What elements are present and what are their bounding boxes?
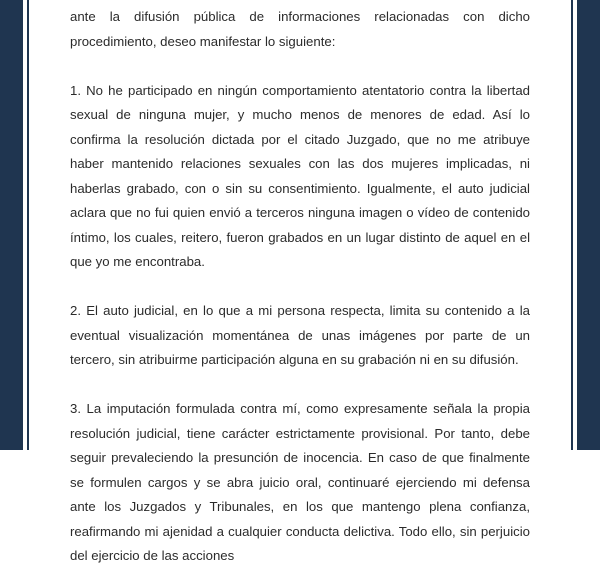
left-border-bar xyxy=(0,0,23,450)
paragraph-3: 3. La imputación formulada contra mí, como expresamente señala la propia resolución judicial, tiene carácter estrictamente provisional. Por tanto, debe seguir prevaleciendo la presunción de inocencia. En caso de que finalmente se formulen cargos y se abra juicio oral, continuaré ejerciendo mi defensa ante los Juzgados y Tribunales, en los que mantengo plena confianza, reafirmando mi ajenidad a cualquier conducta delictiva. Todo ello, sin perjuicio del ejercicio de las acciones xyxy=(70,401,530,563)
intro-paragraph: ante la difusión pública de informaciones relacionadas con dicho procedimiento, deseo manifestar lo siguiente: xyxy=(70,9,530,49)
right-border-line xyxy=(571,0,573,450)
left-border-line xyxy=(27,0,29,450)
paragraph-gap xyxy=(70,54,530,79)
paragraph-2: 2. El auto judicial, en lo que a mi persona respecta, limita su contenido a la eventual visualización momentánea de unas imágenes por parte de un tercero, sin atribuirme participación alguna en su grabación ni en su difusión. xyxy=(70,303,530,367)
document-body xyxy=(70,0,530,563)
paragraph-1: 1. No he participado en ningún comportamiento atentatorio contra la libertad sexual de ninguna mujer, y mucho menos de menores de edad. Así lo confirma la resolución dictada por el citado Juzgado, que no me atribuye haber mantenido relaciones sexuales con las dos mujeres implicadas, ni haberlas grabado, con o sin su consentimiento. Igualmente, el auto judicial aclara que no fui quien envió a terceros ninguna imagen o vídeo de contenido íntimo, los cuales, reitero, fueron grabados en un lugar distinto de aquel en el que yo me encontraba. xyxy=(70,82,530,269)
paragraph-gap xyxy=(70,275,530,300)
right-border-bar xyxy=(577,0,600,450)
paragraph-gap xyxy=(70,373,530,398)
